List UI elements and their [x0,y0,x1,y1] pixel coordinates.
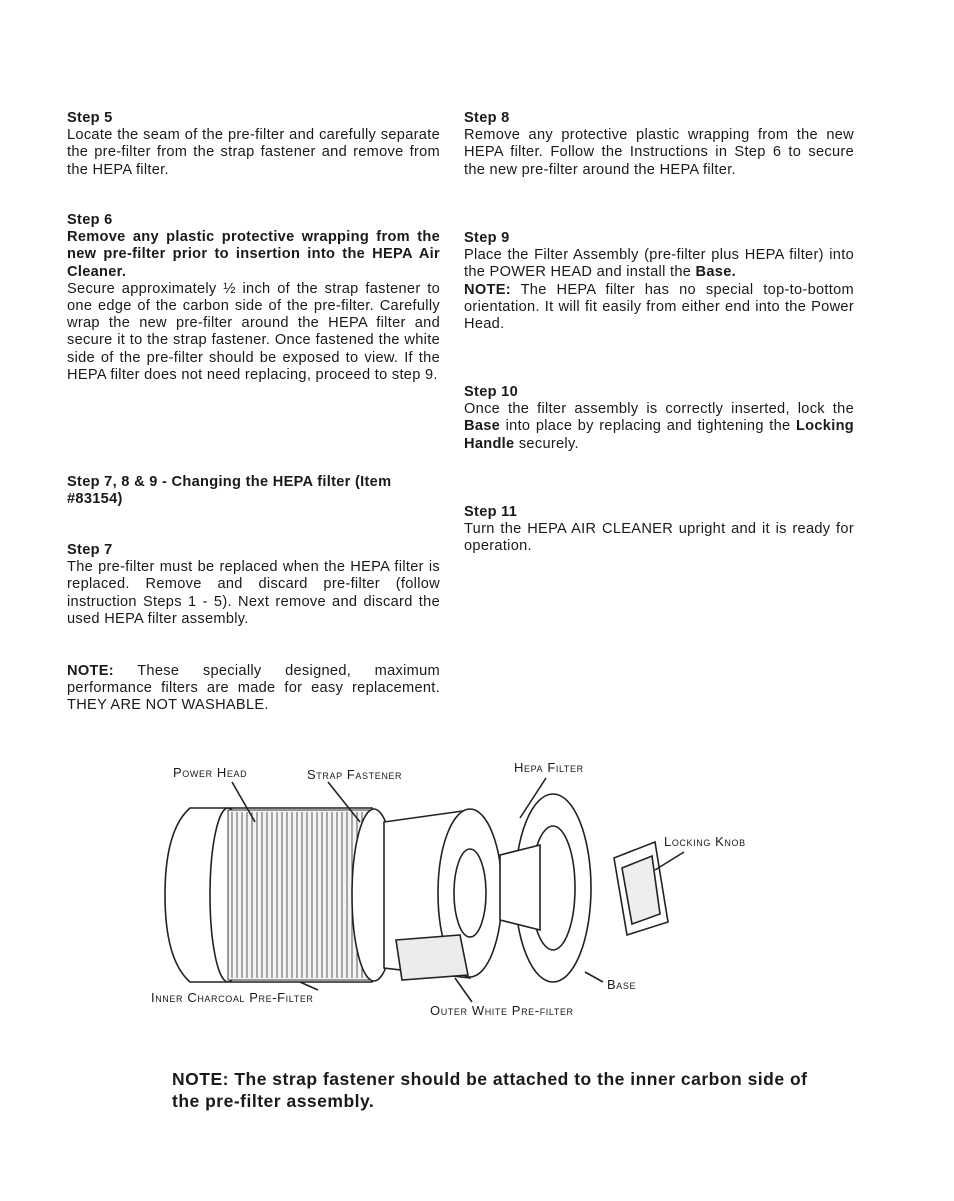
step7-body: The pre-filter must be replaced when the HEPA filter is replaced. Remove and discard pre-filter (follow instruction Steps 1 - 5). Next remove and discard the used HEPA filter assembly. [67,559,440,627]
step5-body: Locate the seam of the pre-filter and carefully separate the pre-filter from the strap fastener and remove from the HEPA filter. [67,127,440,178]
step9-note-body: The HEPA filter has no special top-to-bottom orientation. It will fit easily from either end into the Power Head. [464,281,854,333]
step10-heading: Step 10 [464,384,519,400]
step9-body: Place the Filter Assembly (pre-filter plus HEPA filter) into the POWER HEAD and install the [464,247,854,281]
step10-base-word: Base [464,418,501,435]
bottom-note [172,1068,812,1112]
label-strap-fastener: Strap Fastener [307,767,403,782]
step8-body: Remove any protective plastic wrapping from the new HEPA filter. Follow the Instructions in Step 6 to secure the new pre-filter around the HEPA filter. [464,127,854,178]
step11-heading: Step 11 [464,504,518,520]
label-base: Base [607,977,637,992]
step7-heading: Step 7 [67,542,113,558]
label-inner-charcoal: Inner Charcoal Pre-Filter [151,990,314,1005]
step10-body-b: into place by replacing and tightening the [505,418,791,435]
steps789-heading: Step 7, 8 & 9 - Changing the HEPA filter (Item #83154) [67,474,392,508]
step10-body-c: securely. [518,435,579,452]
label-power-head: Power Head [173,765,248,780]
step8-heading: Step 8 [464,110,510,126]
label-hepa-filter: Hepa Filter [514,760,584,775]
step9-base-word: Base. [695,264,736,281]
hepa-filter-core [454,849,486,937]
step5-heading: Step 5 [67,110,113,126]
bottom-note-label: NOTE: [172,1069,229,1089]
step9-heading: Step 9 [464,230,510,246]
step11-body: Turn the HEPA AIR CLEANER upright and it is ready for operation. [464,521,854,555]
step6-body: Secure approximately ½ inch of the strap fastener to one edge of the carbon side of the pre-filter. Carefully wrap the new pre-filter around the HEPA filter and secure it to the strap fastener. Once fastened the white side of the pre-filter should be exposed to view. If the HEPA filter does not need replacing, proceed to step 9. [67,280,440,383]
left-note-body: These specially designed, maximum performance filters are made for easy replacement. THEY ARE NOT WASHABLE. [67,663,440,714]
left-note-label: NOTE: [67,663,114,679]
bottom-note-body: The strap fastener should be attached to the inner carbon side of the pre-filter assembly. [172,1069,808,1111]
step9-note-label: NOTE: [464,281,511,298]
base-connector [500,845,540,930]
label-outer-white: Outer White Pre-filter [430,1003,574,1018]
step6-heading: Step 6 [67,212,113,228]
label-locking-knob: Locking Knob [664,834,746,849]
step6-bold-intro: Remove any plastic protective wrapping from the new pre-filter prior to insertion into the HEPA Air Cleaner. [67,229,440,280]
step10-handle-word: Locking Handle [464,418,854,452]
outer-white-band [396,935,468,980]
step10-body-a: Once the filter assembly is correctly inserted, lock the [464,401,854,418]
